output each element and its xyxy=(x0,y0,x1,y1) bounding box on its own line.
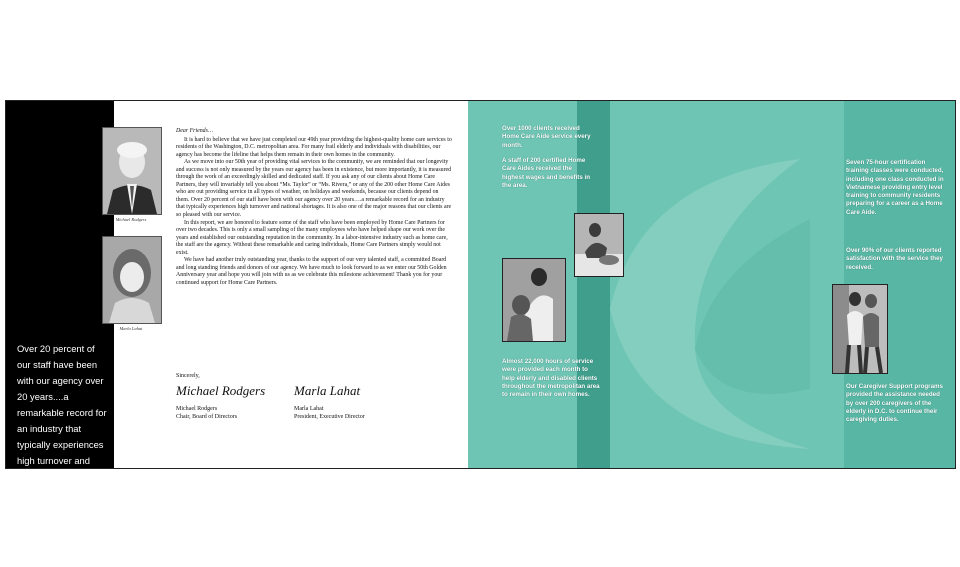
photo-caption: Marla Lahat xyxy=(119,326,143,331)
portrait-photo-marla-lahat xyxy=(102,236,162,324)
photo-aide-with-client-bed xyxy=(574,213,624,277)
fact-certified-staff: A staff of 200 certified Home Care Aides received the highest wages and benefits in the area. xyxy=(502,157,591,189)
pull-quote: Over 20 percent of our staff have been with our agency over 20 years....a remarkable record for an industry that typically experiences high turnover and national shortages. xyxy=(17,343,107,482)
signer-name: Marla Lahat xyxy=(294,406,324,412)
letter-paragraph: We have had another truly outstanding year, thanks to the support of our very talented staff, a committed Board and long standing friends and donors of our agency. We have much to look forward to as we enter our 50th Golden Anniversary year and hope you will join with us as we celebrate this milestone achievement! Thank you for your continued support for Home Care Partners. xyxy=(176,257,447,286)
letter-salutation: Dear Friends… xyxy=(176,128,214,134)
portrait-photo-michael-rodgers xyxy=(102,127,162,215)
letter-paragraph: In this report, we are honored to feature some of the staff who have been employed by Home Care Partners for over two decades. This is only a small sampling of the many employees who have helped shape our work over the years and established our outstanding reputation in the community. In a labor-intensive industry such as home care, the staff are the agency. Without these remarkable and caring individuals, Home Care Partners simply would not exist. xyxy=(176,219,448,256)
fact-training-classes: Seven 75-hour certification training classes were conducted, including one class conducted in Vietnamese providing entry level training to community residents preparing for a career as a Home Care Aide. xyxy=(846,159,944,216)
letter-body xyxy=(176,128,452,287)
photo-aide-assisting-walking xyxy=(832,284,888,374)
signer-michael-rodgers xyxy=(176,405,237,421)
signer-marla-lahat xyxy=(294,405,365,421)
letter-paragraph: As we move into our 50th year of providing vital services to the community, we are reminded that our longevity and success is not only measured by the years our agency has been in existence, but more importantly, it is measured through the work of an exceedingly skilled and dedicated staff. If you ask any of our clients about Home Care Partners, they will invariably tell you about “Ms. Taylor” or “Ms. Rivera,” or any of the 200 other Home Care Aides who are out providing service in all types of weather, on holidays and weekends, because our clients depend on them. Over 20 percent of our staff have been with our agency over 20 years….a remarkable record for an industry that typically experiences high turnover and national shortages. It is also one of the major reasons that our clients are so pleased with our service. xyxy=(176,159,452,219)
signer-title: President, Executive Director xyxy=(294,414,365,420)
signature-marla-lahat: Marla Lahat xyxy=(294,383,361,398)
black-sidebar xyxy=(6,101,114,482)
right-page xyxy=(468,101,955,468)
photo-caption: Michael Rodgers xyxy=(115,217,147,222)
decorative-arc-shape xyxy=(600,159,820,449)
letter-closing: Sincerely, xyxy=(176,373,200,379)
fact-service-hours: Almost 22,000 hours of service were provided each month to help elderly and disabled clients throughout the metropolitan area to remain in their own homes. xyxy=(502,358,600,399)
photo-aide-with-elderly-client xyxy=(502,258,566,342)
fact-clients-served: Over 1000 clients received Home Care Aide service every month. xyxy=(502,125,591,149)
brochure-spread xyxy=(5,100,956,482)
signer-name: Michael Rodgers xyxy=(176,406,218,412)
fact-client-satisfaction: Over 90% of our clients reported satisfaction with the service they received. xyxy=(846,247,943,271)
fact-caregiver-support: Our Caregiver Support programs provided the assistance needed by over 200 caregivers of the elderly in D.C. to continue their caregiving duties. xyxy=(846,383,943,424)
left-page xyxy=(6,101,468,482)
letter-paragraph: It is hard to believe that we have just completed our 49th year providing the highest-quality home care services to residents of the Washington, D.C. metropolitan area. For many frail elderly and individuals with disabilities, our agency has become the lifeline that helps them remain in their own homes in the community. xyxy=(176,136,452,158)
signature-michael-rodgers: Michael Rodgers xyxy=(176,383,266,398)
signer-title: Chair, Board of Directors xyxy=(176,414,238,420)
teal-panel xyxy=(468,101,844,468)
